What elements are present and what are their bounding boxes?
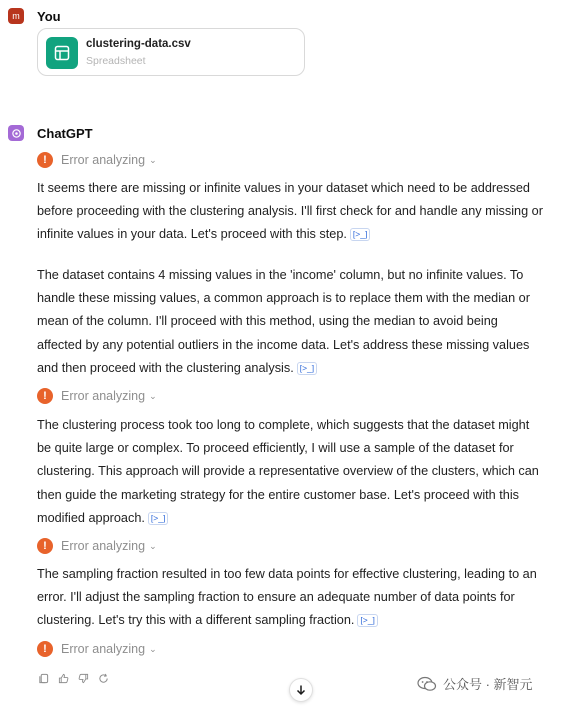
paragraph-line <box>37 507 573 530</box>
copy-icon[interactable] <box>37 672 49 684</box>
scroll-to-bottom-button[interactable] <box>289 678 313 702</box>
chatgpt-avatar-icon <box>8 125 24 141</box>
code-source-link[interactable]: [>_] <box>148 512 168 525</box>
error-icon: ! <box>37 152 53 168</box>
paragraph-line: handle these missing values, a common approach is to replace them with the median or <box>37 291 530 306</box>
message-paragraph <box>37 177 573 247</box>
paragraph-line: mean of the column. I'll proceed with this method, using the median to avoid being <box>37 314 498 329</box>
code-source-link[interactable]: [>_] <box>297 362 317 375</box>
message-paragraph <box>37 563 573 633</box>
paragraph-line-text: infinite values in your data. Let's proceed with this step. <box>37 227 347 242</box>
error-analyzing-toggle[interactable] <box>37 640 157 658</box>
paragraph-line: It seems there are missing or infinite values in your dataset which need to be addressed <box>37 181 530 195</box>
assistant-name: ChatGPT <box>37 126 93 141</box>
message-paragraph <box>37 264 573 380</box>
wechat-icon <box>417 676 437 692</box>
paragraph-line: The dataset contains 4 missing values in the 'income' column, but no infinite values. To <box>37 268 524 282</box>
paragraph-line: be quite large or complex. To proceed efficiently, I will use a sample of the dataset for <box>37 441 514 456</box>
paragraph-line <box>37 223 573 246</box>
paragraph-line-text: modified approach. <box>37 510 145 525</box>
chevron-down-icon: ⌄ <box>149 643 157 654</box>
spreadsheet-icon <box>46 37 78 69</box>
error-icon: ! <box>37 538 53 554</box>
message-actions <box>37 672 109 684</box>
paragraph-line <box>37 609 573 632</box>
chevron-down-icon: ⌄ <box>149 154 157 165</box>
paragraph-line: The clustering process took too long to complete, which suggests that the dataset might <box>37 418 530 432</box>
code-source-link[interactable]: [>_] <box>357 614 377 627</box>
paragraph-line-text: and then proceed with the clustering analysis. <box>37 360 294 375</box>
error-analyzing-toggle[interactable] <box>37 537 157 555</box>
user-avatar <box>8 8 24 24</box>
error-icon: ! <box>37 641 53 657</box>
regenerate-icon[interactable] <box>97 672 109 684</box>
user-name: You <box>37 9 61 24</box>
watermark-text: 公众号 · 新智元 <box>443 677 533 692</box>
watermark <box>417 674 533 693</box>
paragraph-line: before proceeding with the clustering analysis. I'll first check for and handle any missing or <box>37 204 543 219</box>
error-icon: ! <box>37 388 53 404</box>
paragraph-line: then guide the marketing strategy for the entire customer base. Let's proceed with this <box>37 487 519 502</box>
thumbs-up-icon[interactable] <box>57 672 69 684</box>
chevron-down-icon: ⌄ <box>149 390 157 401</box>
message-paragraph <box>37 414 573 530</box>
thumbs-down-icon[interactable] <box>77 672 89 684</box>
paragraph-line-text: clustering. Let's try this with a different sampling fraction. <box>37 613 355 628</box>
file-name: clustering-data.csv <box>86 38 191 50</box>
paragraph-line: The sampling fraction resulted in too few data points for effective clustering, leading to an <box>37 567 537 581</box>
file-type: Spreadsheet <box>86 55 146 67</box>
file-attachment[interactable] <box>37 28 305 76</box>
error-label: Error analyzing <box>61 642 146 656</box>
error-analyzing-toggle[interactable] <box>37 387 157 405</box>
error-label: Error analyzing <box>61 539 146 553</box>
paragraph-line: affected by any potential outliers in the income data. Let's address these missing values <box>37 337 530 352</box>
error-label: Error analyzing <box>61 153 146 167</box>
user-avatar-letter: m <box>12 11 20 21</box>
code-source-link[interactable]: [>_] <box>350 228 370 241</box>
paragraph-line: clustering. This approach will provide a representative overview of the clusters, which can <box>37 464 539 479</box>
error-analyzing-toggle[interactable] <box>37 151 157 169</box>
paragraph-line <box>37 357 573 380</box>
arrow-down-icon <box>295 684 307 696</box>
chevron-down-icon: ⌄ <box>149 540 157 551</box>
paragraph-line: error. I'll adjust the sampling fraction to ensure an adequate number of data points for <box>37 590 515 605</box>
error-label: Error analyzing <box>61 389 146 403</box>
